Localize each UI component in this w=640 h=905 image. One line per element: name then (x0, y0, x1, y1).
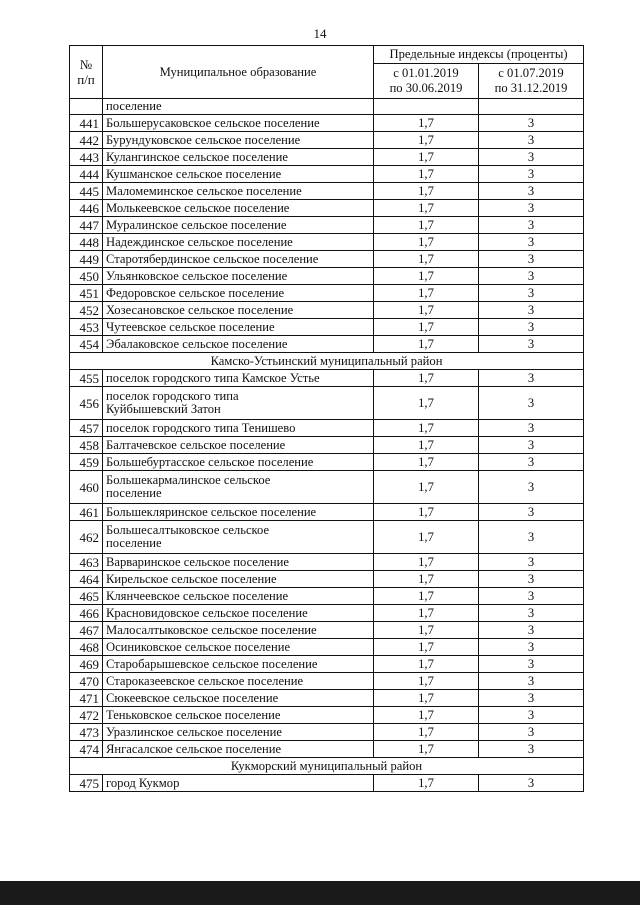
row-number: 457 (70, 420, 103, 437)
continuation-num-cell (70, 99, 103, 115)
row-number: 447 (70, 217, 103, 234)
index-period-1: 1,7 (374, 521, 479, 554)
row-number: 472 (70, 707, 103, 724)
tariff-index-table (69, 45, 584, 792)
index-period-1: 1,7 (374, 166, 479, 183)
index-period-2: 3 (479, 673, 584, 690)
index-period-2: 3 (479, 521, 584, 554)
municipality-name: Теньковское сельское поселение (103, 707, 374, 724)
index-period-2: 3 (479, 707, 584, 724)
municipality-name: Сюкеевское сельское поселение (103, 690, 374, 707)
index-period-2: 3 (479, 656, 584, 673)
table-row (70, 370, 584, 387)
index-period-2: 3 (479, 234, 584, 251)
table-row (70, 268, 584, 285)
municipality-name: Большесалтыковское сельское поселение (103, 521, 374, 554)
index-period-2: 3 (479, 268, 584, 285)
table-row (70, 234, 584, 251)
index-period-2: 3 (479, 554, 584, 571)
index-period-1: 1,7 (374, 571, 479, 588)
row-number: 466 (70, 605, 103, 622)
table-row (70, 336, 584, 353)
continuation-name: поселение (103, 99, 374, 115)
index-period-2: 3 (479, 588, 584, 605)
header-period-2-text: с 01.07.2019 по 31.12.2019 (494, 66, 568, 95)
index-period-2: 3 (479, 690, 584, 707)
index-period-2: 3 (479, 775, 584, 792)
row-number: 448 (70, 234, 103, 251)
municipality-name: Чутеевское сельское поселение (103, 319, 374, 336)
municipality-name: Бурундуковское сельское поселение (103, 132, 374, 149)
municipality-name: Большекляринское сельское поселение (103, 504, 374, 521)
municipality-name: Хозесановское сельское поселение (103, 302, 374, 319)
table-row (70, 471, 584, 504)
table-row (70, 639, 584, 656)
index-period-1: 1,7 (374, 690, 479, 707)
district-name: Кукморский муниципальный район (70, 758, 584, 775)
table-row (70, 775, 584, 792)
table-row (70, 707, 584, 724)
municipality-name: Эбалаковское сельское поселение (103, 336, 374, 353)
continuation-v2-cell (479, 99, 584, 115)
table-row (70, 132, 584, 149)
row-number: 459 (70, 454, 103, 471)
header-limit-indices: Предельные индексы (проценты) (374, 46, 584, 64)
district-header-row (70, 758, 584, 775)
header-period-1-text: с 01.01.2019 по 30.06.2019 (389, 66, 463, 95)
index-period-1: 1,7 (374, 554, 479, 571)
row-number: 456 (70, 387, 103, 420)
table-row (70, 200, 584, 217)
header-period-2 (479, 64, 584, 99)
table-row (70, 149, 584, 166)
row-number: 446 (70, 200, 103, 217)
index-period-1: 1,7 (374, 437, 479, 454)
municipality-name: город Кукмор (103, 775, 374, 792)
municipality-name: Большебуртасское сельское поселение (103, 454, 374, 471)
table-row (70, 420, 584, 437)
municipality-name: Балтачевское сельское поселение (103, 437, 374, 454)
index-period-2: 3 (479, 724, 584, 741)
index-period-1: 1,7 (374, 471, 479, 504)
table-row (70, 115, 584, 132)
index-period-1: 1,7 (374, 656, 479, 673)
index-period-1: 1,7 (374, 605, 479, 622)
municipality-name: Молькеевское сельское поселение (103, 200, 374, 217)
row-number: 455 (70, 370, 103, 387)
index-period-2: 3 (479, 251, 584, 268)
index-period-2: 3 (479, 420, 584, 437)
index-period-1: 1,7 (374, 504, 479, 521)
index-period-2: 3 (479, 571, 584, 588)
index-period-2: 3 (479, 336, 584, 353)
continuation-row (70, 99, 584, 115)
municipality-name: поселок городского типа Тенишево (103, 420, 374, 437)
table-row (70, 656, 584, 673)
municipality-name: Ульянковское сельское поселение (103, 268, 374, 285)
index-period-2: 3 (479, 285, 584, 302)
index-period-1: 1,7 (374, 741, 479, 758)
municipality-name: Кирельское сельское поселение (103, 571, 374, 588)
municipality-name: Осиниковское сельское поселение (103, 639, 374, 656)
table-row (70, 183, 584, 200)
district-name: Камско-Устьинский муниципальный район (70, 353, 584, 370)
scan-edge-bar (0, 881, 640, 905)
row-number: 470 (70, 673, 103, 690)
index-period-2: 3 (479, 741, 584, 758)
index-period-1: 1,7 (374, 622, 479, 639)
index-period-2: 3 (479, 319, 584, 336)
row-number: 445 (70, 183, 103, 200)
index-period-2: 3 (479, 437, 584, 454)
index-period-1: 1,7 (374, 285, 479, 302)
table-row (70, 622, 584, 639)
table-row (70, 387, 584, 420)
row-number: 467 (70, 622, 103, 639)
index-period-1: 1,7 (374, 234, 479, 251)
municipality-name: поселок городского типа Куйбышевский Затон (103, 387, 374, 420)
page-number: 14 (313, 26, 327, 41)
table-row (70, 285, 584, 302)
table-row (70, 217, 584, 234)
municipality-name: Староказеевское сельское поселение (103, 673, 374, 690)
continuation-v1-cell (374, 99, 479, 115)
table-row (70, 166, 584, 183)
index-period-1: 1,7 (374, 183, 479, 200)
municipality-name: Старобарышевское сельское поселение (103, 656, 374, 673)
table-row (70, 571, 584, 588)
index-period-2: 3 (479, 200, 584, 217)
index-period-2: 3 (479, 302, 584, 319)
row-number: 475 (70, 775, 103, 792)
row-number: 465 (70, 588, 103, 605)
row-number: 449 (70, 251, 103, 268)
index-period-1: 1,7 (374, 149, 479, 166)
table-row (70, 673, 584, 690)
municipality-name: Федоровское сельское поселение (103, 285, 374, 302)
index-period-1: 1,7 (374, 420, 479, 437)
index-period-2: 3 (479, 132, 584, 149)
municipality-name: Янгасалское сельское поселение (103, 741, 374, 758)
municipality-name: Муралинское сельское поселение (103, 217, 374, 234)
row-number: 442 (70, 132, 103, 149)
table-row (70, 454, 584, 471)
index-period-2: 3 (479, 605, 584, 622)
index-period-1: 1,7 (374, 775, 479, 792)
row-number: 444 (70, 166, 103, 183)
table-row (70, 251, 584, 268)
index-period-1: 1,7 (374, 319, 479, 336)
row-number: 458 (70, 437, 103, 454)
district-header-row (70, 353, 584, 370)
index-period-1: 1,7 (374, 200, 479, 217)
table-body (70, 99, 584, 792)
header-number (70, 46, 103, 99)
index-period-2: 3 (479, 622, 584, 639)
municipality-name: Красновидовское сельское поселение (103, 605, 374, 622)
row-number: 463 (70, 554, 103, 571)
index-period-2: 3 (479, 639, 584, 656)
municipality-name: Надеждинское сельское поселение (103, 234, 374, 251)
index-period-2: 3 (479, 504, 584, 521)
row-number: 469 (70, 656, 103, 673)
index-period-2: 3 (479, 471, 584, 504)
row-number: 453 (70, 319, 103, 336)
row-number: 462 (70, 521, 103, 554)
table-row (70, 554, 584, 571)
row-number: 464 (70, 571, 103, 588)
municipality-name: Варваринское сельское поселение (103, 554, 374, 571)
municipality-name: Маломеминское сельское поселение (103, 183, 374, 200)
header-period-1 (374, 64, 479, 99)
index-period-2: 3 (479, 387, 584, 420)
header-number-text: № п/п (77, 57, 95, 87)
index-period-1: 1,7 (374, 724, 479, 741)
municipality-name: Кулангинское сельское поселение (103, 149, 374, 166)
table-row (70, 521, 584, 554)
row-number: 441 (70, 115, 103, 132)
row-number: 471 (70, 690, 103, 707)
index-period-2: 3 (479, 454, 584, 471)
municipality-name: Старотябердинское сельское поселение (103, 251, 374, 268)
header-municipality: Муниципальное образование (103, 46, 374, 99)
table-row (70, 437, 584, 454)
table-row (70, 690, 584, 707)
index-period-1: 1,7 (374, 336, 479, 353)
index-period-1: 1,7 (374, 639, 479, 656)
index-period-2: 3 (479, 217, 584, 234)
index-period-1: 1,7 (374, 387, 479, 420)
municipality-name: Уразлинское сельское поселение (103, 724, 374, 741)
row-number: 443 (70, 149, 103, 166)
index-period-1: 1,7 (374, 370, 479, 387)
municipality-name: Малосалтыковское сельское поселение (103, 622, 374, 639)
municipality-name: Большекармалинское сельское поселение (103, 471, 374, 504)
table-row (70, 588, 584, 605)
index-period-1: 1,7 (374, 673, 479, 690)
table-row (70, 319, 584, 336)
row-number: 460 (70, 471, 103, 504)
row-number: 468 (70, 639, 103, 656)
municipality-name: Большерусаковское сельское поселение (103, 115, 374, 132)
row-number: 474 (70, 741, 103, 758)
index-period-1: 1,7 (374, 302, 479, 319)
index-period-1: 1,7 (374, 251, 479, 268)
table-row (70, 504, 584, 521)
row-number: 450 (70, 268, 103, 285)
index-period-1: 1,7 (374, 707, 479, 724)
row-number: 451 (70, 285, 103, 302)
index-period-1: 1,7 (374, 454, 479, 471)
municipality-name: Клянчеевское сельское поселение (103, 588, 374, 605)
index-period-1: 1,7 (374, 268, 479, 285)
index-period-2: 3 (479, 183, 584, 200)
row-number: 473 (70, 724, 103, 741)
index-period-2: 3 (479, 166, 584, 183)
row-number: 454 (70, 336, 103, 353)
index-period-2: 3 (479, 370, 584, 387)
index-period-2: 3 (479, 149, 584, 166)
index-period-1: 1,7 (374, 588, 479, 605)
table-row (70, 741, 584, 758)
table-row (70, 724, 584, 741)
municipality-name: Кушманское сельское поселение (103, 166, 374, 183)
municipality-name: поселок городского типа Камское Устье (103, 370, 374, 387)
index-period-1: 1,7 (374, 115, 479, 132)
index-period-1: 1,7 (374, 132, 479, 149)
table-row (70, 302, 584, 319)
table-row (70, 605, 584, 622)
row-number: 452 (70, 302, 103, 319)
index-period-1: 1,7 (374, 217, 479, 234)
row-number: 461 (70, 504, 103, 521)
index-period-2: 3 (479, 115, 584, 132)
